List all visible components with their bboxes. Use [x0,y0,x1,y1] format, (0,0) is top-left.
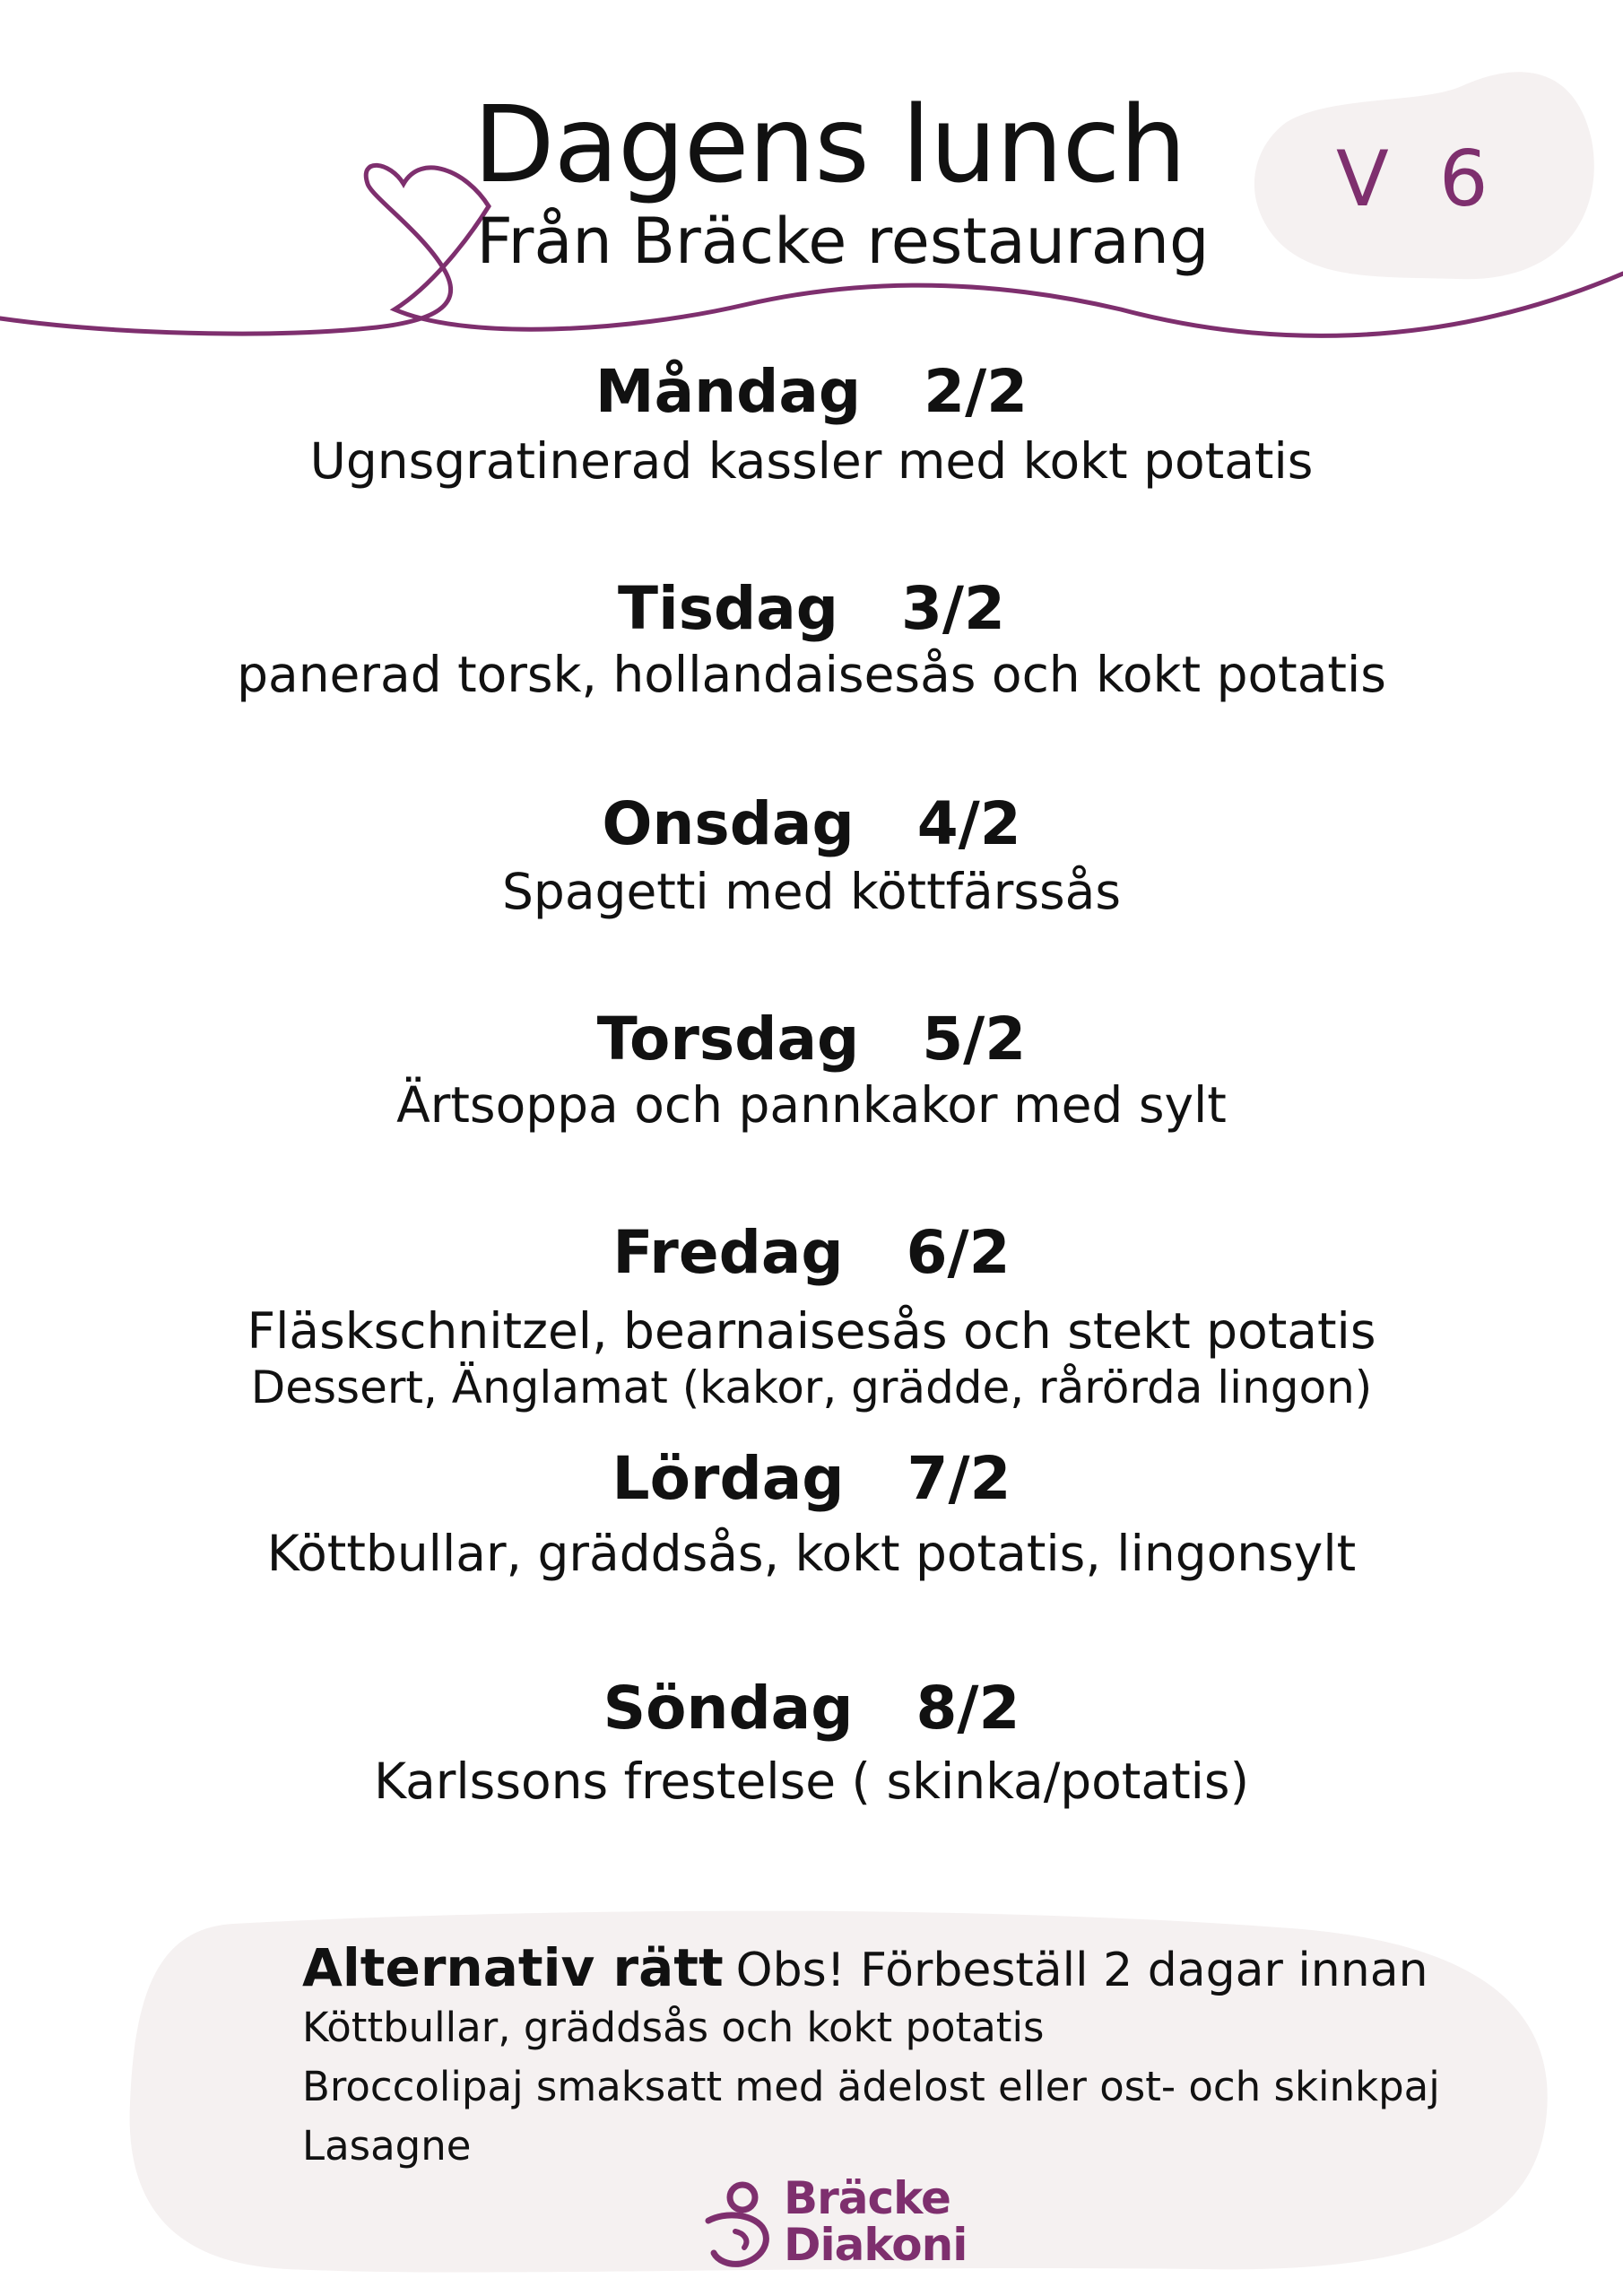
dish-monday: Ugnsgratinerad kassler med kokt potatis [309,432,1314,490]
day-heading-saturday [0,1444,1623,1513]
alternative-item: Köttbullar, gräddsås och kokt potatis [302,2004,1045,2051]
dish-saturday: Köttbullar, gräddsås, kokt potatis, lingonsylt [266,1525,1357,1582]
day-date: 2/2 [924,357,1028,426]
alternative-note: Obs! Förbeställ 2 dagar innan [735,1944,1428,1997]
day-heading-tuesday [0,574,1623,643]
bracke-diakoni-logo-icon [698,2178,778,2276]
logo-wordmark [784,2172,968,2271]
alternative-section [302,1937,1558,2176]
week-label [1336,135,1492,224]
day-name: Lördag [612,1444,845,1513]
dish-friday: Fläskschnitzel, bearnaisesås och stekt potatis [247,1302,1376,1360]
dish-sunday: Karlssons frestelse ( skinka/potatis) [373,1752,1250,1810]
alternative-heading: Alternativ rätt [302,1937,724,1998]
dish-thursday: Ärtsoppa och pannkakor med sylt [396,1076,1227,1134]
logo-line-2: Diakoni [784,2219,968,2271]
day-heading-friday [0,1218,1623,1287]
day-name: Söndag [603,1674,854,1743]
day-date: 7/2 [907,1444,1011,1513]
dish-tuesday: panerad torsk, hollandaisesås och kokt potatis [237,646,1386,703]
day-heading-thursday [0,1004,1623,1074]
page-title: Dagens lunch [473,83,1186,206]
dessert-friday: Dessert, Änglamat (kakor, grädde, rårörda lingon) [250,1361,1373,1413]
day-name: Fredag [612,1218,844,1287]
day-heading-wednesday [0,789,1623,858]
day-name: Tisdag [618,574,838,643]
day-date: 8/2 [916,1674,1020,1743]
day-date: 3/2 [901,574,1005,643]
day-date: 5/2 [922,1004,1027,1074]
day-name: Torsdag [596,1004,860,1074]
day-date: 4/2 [916,789,1021,858]
week-number: 6 [1438,135,1492,224]
alternative-item: Broccolipaj smaksatt med ädelost eller ost- och skinkpaj [302,2063,1440,2110]
page-subtitle: Från Bräcke restaurang [476,204,1210,278]
alternative-heading-row [302,1937,1558,1998]
day-date: 6/2 [906,1218,1011,1287]
week-letter: V [1336,135,1393,224]
day-name: Onsdag [602,789,855,858]
logo-line-1: Bräcke [784,2172,950,2224]
dish-wednesday: Spagetti med köttfärssås [502,863,1121,920]
alternative-item: Lasagne [302,2122,472,2170]
day-heading-sunday [0,1674,1623,1743]
day-heading-monday [0,357,1623,426]
day-name: Måndag [595,357,862,426]
